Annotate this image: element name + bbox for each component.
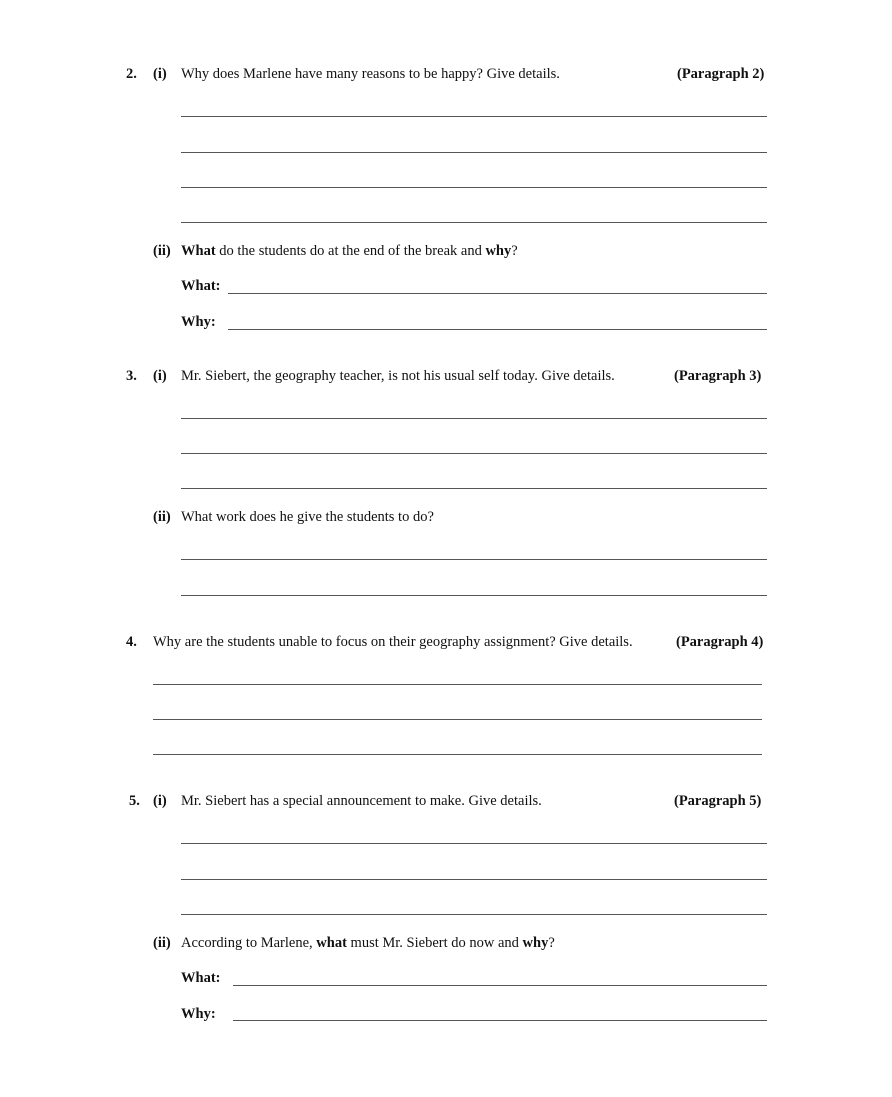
emphasis-what: what: [316, 935, 347, 951]
question-number: 2.: [126, 66, 137, 82]
question-text: [181, 242, 518, 260]
why-answer-line[interactable]: [228, 329, 767, 330]
answer-line[interactable]: [153, 754, 762, 755]
part-label: (i): [153, 66, 167, 82]
answer-line[interactable]: [181, 222, 767, 223]
what-answer-line[interactable]: [233, 985, 767, 986]
question-number: 5.: [129, 793, 140, 809]
answer-line[interactable]: [181, 595, 767, 596]
answer-line[interactable]: [181, 488, 767, 489]
part-label: (i): [153, 368, 167, 384]
paragraph-reference: (Paragraph 3): [674, 368, 762, 384]
what-label: What:: [181, 970, 221, 986]
answer-line[interactable]: [181, 453, 767, 454]
question-number: 3.: [126, 368, 137, 384]
why-label: Why:: [181, 314, 216, 330]
paragraph-reference: (Paragraph 4): [676, 634, 764, 650]
answer-line[interactable]: [153, 719, 762, 720]
question-number: 4.: [126, 634, 137, 650]
answer-line[interactable]: [181, 187, 767, 188]
text-segment: ?: [511, 243, 518, 259]
answer-line[interactable]: [181, 116, 767, 117]
why-answer-line[interactable]: [233, 1020, 767, 1021]
question-text: [181, 934, 555, 952]
answer-line[interactable]: [181, 843, 767, 844]
text-segment: must Mr. Siebert do now and: [346, 935, 523, 951]
paragraph-reference: (Paragraph 2): [677, 66, 765, 82]
emphasis-why: why: [485, 243, 512, 259]
part-label: (ii): [153, 509, 171, 525]
question-text: Mr. Siebert has a special announcement to make. Give details.: [181, 793, 542, 809]
answer-line[interactable]: [181, 418, 767, 419]
text-segment: do the students do at the end of the break and: [215, 243, 486, 259]
text-segment: ?: [548, 935, 555, 951]
question-text: What work does he give the students to do?: [181, 509, 434, 525]
part-label: (ii): [153, 243, 171, 259]
text-segment: According to Marlene,: [181, 935, 317, 951]
answer-line[interactable]: [181, 152, 767, 153]
answer-line[interactable]: [181, 914, 767, 915]
question-text: Why does Marlene have many reasons to be happy? Give details.: [181, 66, 560, 82]
emphasis-why: why: [522, 935, 549, 951]
question-text: Why are the students unable to focus on their geography assignment? Give details.: [153, 634, 633, 650]
what-answer-line[interactable]: [228, 293, 767, 294]
part-label: (i): [153, 793, 167, 809]
part-label: (ii): [153, 935, 171, 951]
question-text: Mr. Siebert, the geography teacher, is not his usual self today. Give details.: [181, 368, 615, 384]
answer-line[interactable]: [181, 559, 767, 560]
what-label: What:: [181, 278, 221, 294]
answer-line[interactable]: [181, 879, 767, 880]
answer-line[interactable]: [153, 684, 762, 685]
emphasis-what: What: [181, 243, 216, 259]
why-label: Why:: [181, 1006, 216, 1022]
paragraph-reference: (Paragraph 5): [674, 793, 762, 809]
